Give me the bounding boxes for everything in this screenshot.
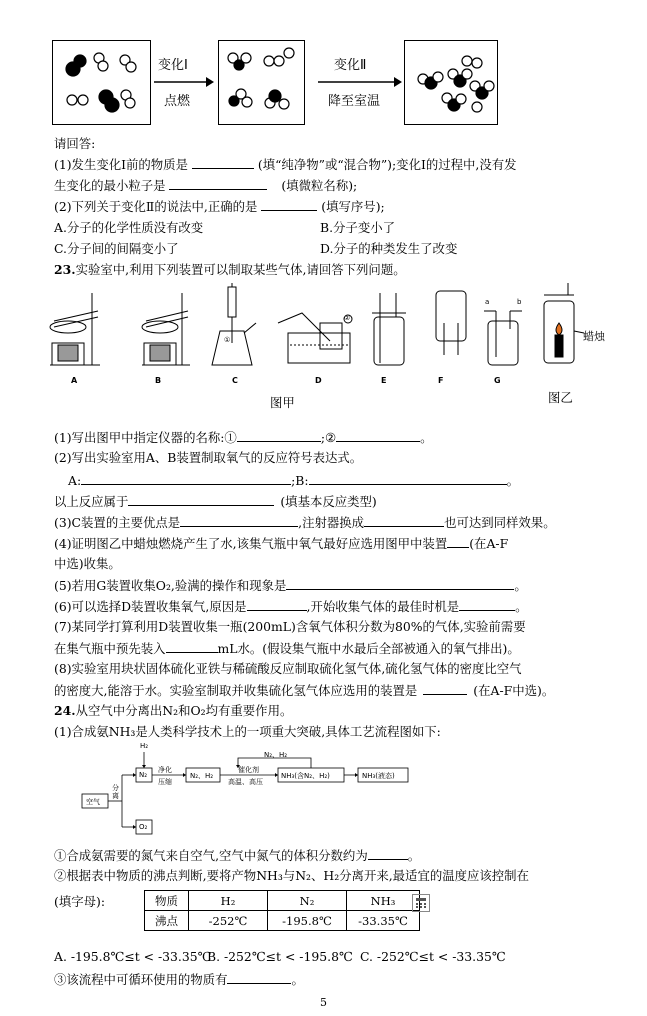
flow-o2-node: O₂: [139, 823, 148, 831]
molecule-diagram-2: [219, 41, 304, 124]
q24-c1b: 。: [407, 848, 421, 863]
q22-blank3[interactable]: [261, 197, 317, 211]
q23-line1: [54, 428, 627, 446]
q23-blank-1[interactable]: [237, 428, 321, 442]
q24-c3a: ③该流程中可循环使用的物质有: [54, 972, 228, 987]
q23-l1b: ;②: [320, 430, 337, 445]
molecule-box-2: [218, 40, 305, 125]
page-number: 5: [320, 996, 327, 1009]
q24-optA: A. -195.8℃≤t < -33.35℃: [54, 949, 212, 964]
q24-c1a: ①合成氨需要的氮气来自空气,空气中氮气的体积分数约为: [54, 848, 368, 863]
flow-conditions-label: 高温、高压: [228, 778, 263, 786]
candle-label: 蜡烛: [583, 330, 605, 343]
q24-c2: ②根据表中物质的沸点判断,要将产物NH₃与N₂、H₂分离开来,最适宜的温度应该控制在: [54, 868, 529, 883]
q23-blank-4[interactable]: [309, 471, 507, 485]
ammonia-flowchart: [78, 740, 438, 840]
q23-l7a: (6)可以选择D装置收集氧气,原因是: [54, 599, 247, 614]
flow-catalyst-label: 催化剂: [238, 766, 259, 774]
q22-blank1[interactable]: [192, 155, 254, 169]
q22-p1c: 生变化的最小粒子是: [54, 178, 166, 193]
q22-line2: [54, 176, 627, 194]
q23-line11: [54, 639, 627, 657]
q23-line3: [54, 471, 627, 489]
g-a-label: a: [485, 298, 490, 306]
q23-line8: [54, 576, 627, 594]
q24-heading: [54, 702, 627, 719]
flow-separation-label: 分离: [112, 784, 119, 800]
arrow-right-icon: [152, 76, 214, 88]
arrow-right-icon: [316, 76, 402, 88]
q22-line1: [54, 155, 627, 173]
q22-p1b: (填“纯净物”或“混合物”);变化Ⅰ的过程中,没有发: [257, 157, 517, 172]
q24-optB: B. -252℃≤t < -195.8℃: [207, 949, 353, 964]
molecule-box-1: [52, 40, 151, 125]
q23-l7c: 。: [515, 599, 528, 614]
q23-line5: [54, 513, 627, 531]
q22-prompt: 请回答:: [54, 136, 96, 151]
q23-line12: (8)实验室用块状固体硫化亚铁与稀硫酸反应制取硫化氢气体,硫化氢气体的密度比空气: [54, 661, 522, 676]
q23-l8b: 在集气瓶中预先装入: [54, 641, 166, 656]
flow-recycle-label: N₂、H₂: [264, 751, 288, 759]
q23-blank-12[interactable]: [166, 639, 218, 653]
change2-label: 变化Ⅱ: [334, 58, 367, 73]
q23-l8c: mL水。(假设集气瓶中水最后全部被通入的氧气排出)。: [217, 641, 520, 656]
molecule-diagram-1: [53, 41, 150, 124]
change2-condition: 降至室温: [328, 94, 381, 109]
apparatus-figure: [40, 283, 600, 411]
fig-yi-caption: 图乙: [548, 390, 573, 405]
q22-optD: D.分子的种类发生了改变: [320, 241, 458, 256]
table-cell-n2: -195.8℃: [268, 911, 347, 931]
q23-l3a: 以上反应属于: [54, 494, 129, 509]
q24-blank-2[interactable]: [227, 970, 291, 984]
change1-condition: 点燃: [164, 94, 191, 109]
q24-title: 从空气中分离出N₂和O₂均有重要作用。: [75, 703, 293, 718]
q22-line3: [54, 197, 627, 215]
flow-compress-label: 压缩: [158, 778, 172, 786]
q23-l1c: 。: [420, 430, 433, 445]
q23-line9: [54, 597, 627, 615]
q22-p2b: (填写序号);: [321, 199, 385, 214]
q22-optB: B.分子变小了: [320, 220, 395, 235]
table-head-substance: 物质: [145, 891, 189, 911]
table-cell-nh3: -33.35℃: [347, 911, 420, 931]
table-row: [145, 891, 420, 911]
flow-h2-label: H₂: [140, 742, 149, 750]
q24-c3: [54, 970, 627, 988]
q23-blank-13[interactable]: [423, 681, 467, 695]
fig-label-B: B: [155, 376, 162, 385]
flow-n2h2-node: N₂、H₂: [190, 772, 214, 780]
q23-l6b: 。: [514, 578, 527, 593]
fig-label-A: A: [71, 376, 78, 385]
q23-l4b: ,注射器换成: [298, 515, 365, 530]
q23-num: 23.: [54, 262, 76, 277]
flowchart-lines: [78, 740, 438, 840]
fig-jia-caption: 图甲: [270, 395, 295, 410]
q23-blank-8[interactable]: [447, 534, 469, 548]
table-head-h2: H₂: [189, 891, 268, 911]
q24-line1: (1)合成氨NH₃是人类科学技术上的一项重大突破,具体工艺流程图如下:: [54, 724, 441, 739]
calculator-icon[interactable]: [412, 894, 430, 912]
flow-nh3-liquid-node: NH₃(液态): [362, 772, 395, 780]
mark2-label: ②: [344, 314, 351, 322]
q23-l5a: (4)证明图乙中蜡烛燃烧产生了水,该集气瓶中氧气最好应选用图甲中装置: [54, 536, 448, 551]
change1-label: 变化Ⅰ: [158, 58, 188, 73]
q23-line4: [54, 492, 627, 510]
molecule-diagram-3: [405, 41, 497, 124]
q23-blank-11[interactable]: [459, 597, 515, 611]
q23-blank-2[interactable]: [336, 428, 420, 442]
q22-p1: (1)发生变化Ⅰ前的物质是: [54, 157, 188, 172]
q22-optC: C.分子间的间隔变小了: [54, 241, 179, 256]
q24-c3b: 。: [291, 972, 304, 987]
table-cell-h2: -252℃: [189, 911, 268, 931]
q23-l1a: (1)写出图甲中指定仪器的名称:①: [54, 430, 237, 445]
q23-l2b: ;B:: [291, 473, 309, 488]
q23-l9c: (在A-F中选)。: [473, 683, 555, 698]
q24-optC: C. -252℃≤t < -33.35℃: [360, 949, 506, 964]
q23-blank-9[interactable]: [286, 576, 514, 590]
flow-air-node: 空气: [86, 798, 100, 806]
q22-optA: A.分子的化学性质没有改变: [54, 220, 204, 235]
q22-p2: (2)下列关于变化Ⅱ的说法中,正确的是: [54, 199, 258, 214]
mark1-label: ①: [224, 336, 231, 344]
q22-p1d: (填微粒名称);: [281, 178, 358, 193]
q23-l6a: (5)若用G装置收集O₂,验满的操作和现象是: [54, 578, 287, 593]
q24-blank-1[interactable]: [368, 846, 408, 860]
q23-line7: 中选)收集。: [54, 556, 121, 571]
boiling-point-table: [144, 890, 420, 931]
flow-nh3-mix-node: NH₃(含N₂、H₂): [281, 772, 330, 780]
fig-label-G: G: [494, 376, 501, 385]
g-b-label: b: [517, 298, 522, 306]
fig-label-D: D: [315, 376, 322, 385]
q24-c1: [54, 846, 627, 864]
change1-arrow: [152, 52, 214, 108]
table-head-n2: N₂: [268, 891, 347, 911]
table-row: [145, 911, 420, 931]
q23-l3b: (填基本反应类型): [280, 494, 377, 509]
q23-line6: [54, 534, 627, 552]
q23-title: 实验室中,利用下列装置可以制取某些气体,请回答下列问题。: [75, 262, 406, 277]
q23-l7b: ,开始收集气体的最佳时机是: [306, 599, 460, 614]
fig-label-F: F: [438, 376, 444, 385]
q23-blank-6[interactable]: [180, 513, 298, 527]
q23-blank-5[interactable]: [128, 492, 274, 506]
change2-arrow: [316, 52, 402, 108]
flow-n2-node: N₂: [139, 771, 148, 779]
table-head-nh3: NH₃: [347, 891, 420, 911]
q24-num: 24.: [54, 703, 76, 718]
fig-label-E: E: [381, 376, 387, 385]
q23-blank-3[interactable]: [81, 471, 291, 485]
molecule-box-3: [404, 40, 498, 125]
q23-line2: (2)写出实验室用A、B装置制取氧气的反应符号表达式。: [54, 450, 363, 465]
q23-l4a: (3)C装置的主要优点是: [54, 515, 181, 530]
q23-blank-7[interactable]: [364, 513, 444, 527]
q23-l4c: 也可达到同样效果。: [444, 515, 556, 530]
q23-l5b: (在A-F: [469, 536, 509, 551]
fig-label-C: C: [232, 376, 238, 385]
q23-line10: (7)某同学打算利用D装置收集一瓶(200mL)含氧气体积分数为80%的气体,实验前需要: [54, 619, 526, 634]
q24-c2b: (填字母):: [54, 894, 106, 909]
q23-l2a: A:: [68, 473, 82, 488]
q23-heading: [54, 261, 627, 278]
q23-l9b: 的密度大,能溶于水。实验室制取并收集硫化氢气体应选用的装置是: [54, 683, 418, 698]
flow-purify-label: 净化: [158, 766, 172, 774]
q23-line13: [54, 681, 627, 699]
table-cell-bp: 沸点: [145, 911, 189, 931]
q22-blank2[interactable]: [169, 176, 267, 190]
q23-l2c: 。: [506, 473, 519, 488]
q23-blank-10[interactable]: [247, 597, 307, 611]
